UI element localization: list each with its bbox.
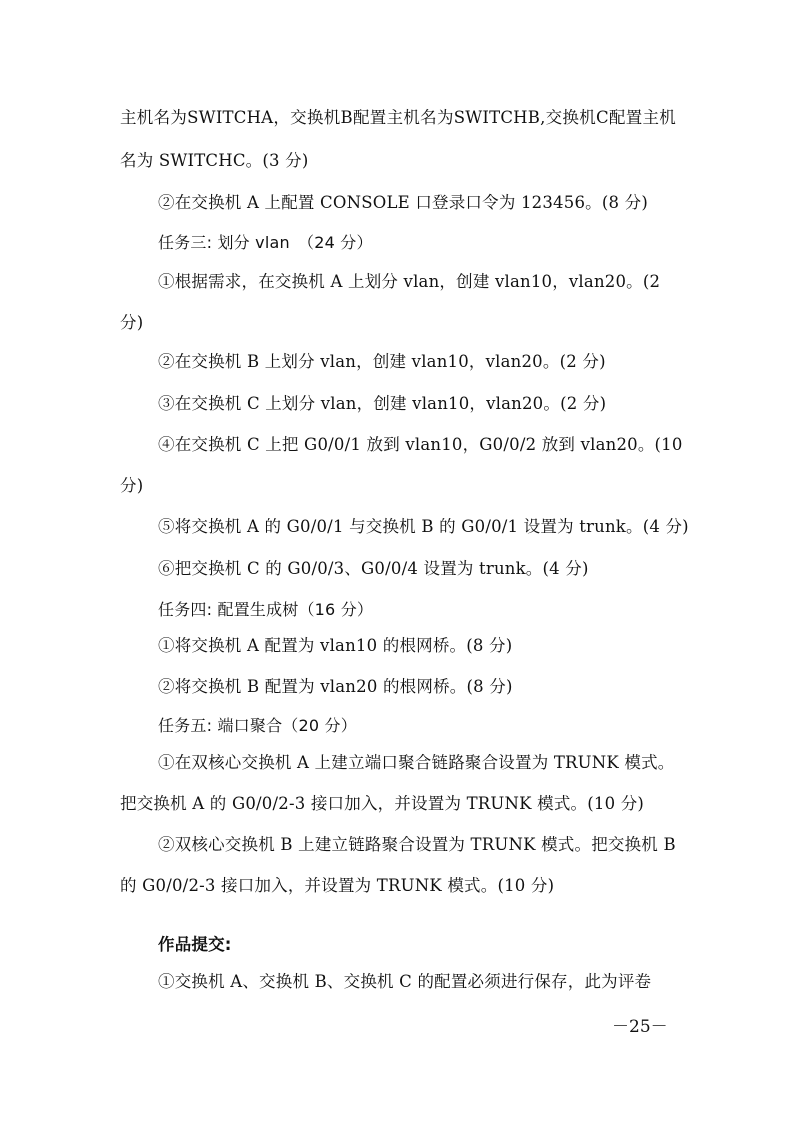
text-line-console-password: ②在交换机 A 上配置 CONSOLE 口登录口令为 123456。(8 分) bbox=[158, 193, 648, 212]
text-line-vlan-c: ③在交换机 C 上划分 vlan，创建 vlan10，vlan20。(2 分) bbox=[158, 394, 607, 413]
text-line-aggregation-a-cont: 把交换机 A 的 G0/0/2-3 接口加入，并设置为 TRUNK 模式。(10 分) bbox=[120, 794, 645, 813]
text-line-vlan-a: ①根据需求，在交换机 A 上划分 vlan，创建 vlan10，vlan20。(2 bbox=[158, 272, 661, 291]
text-line-trunk-ab: ⑤将交换机 A 的 G0/0/1 与交换机 B 的 G0/0/1 设置为 trunk。(4 分) bbox=[158, 517, 689, 536]
text-line-root-b: ②将交换机 B 配置为 vlan20 的根网桥。(8 分) bbox=[158, 677, 513, 696]
text-line-aggregation-b-cont: 的 G0/0/2-3 接口加入，并设置为 TRUNK 模式。(10 分) bbox=[120, 876, 555, 895]
task-four-heading: 任务四: 配置生成树（16 分） bbox=[158, 600, 374, 619]
text-line-switchc: 名为 SWITCHC。(3 分) bbox=[120, 151, 309, 170]
submission-heading: 作品提交: bbox=[158, 935, 232, 954]
text-line-trunk-c: ⑥把交换机 C 的 G0/0/3、G0/0/4 设置为 trunk。(4 分) bbox=[158, 559, 589, 578]
text-line-root-a: ①将交换机 A 配置为 vlan10 的根网桥。(8 分) bbox=[158, 636, 513, 655]
text-line-ports-c: ④在交换机 C 上把 G0/0/1 放到 vlan10，G0/0/2 放到 vlan20。(10 bbox=[158, 435, 683, 454]
text-line-vlan-a-cont: 分) bbox=[120, 313, 144, 332]
text-line-ports-c-cont: 分) bbox=[120, 476, 144, 495]
text-line-aggregation-b: ②双核心交换机 B 上建立链路聚合设置为 TRUNK 模式。把交换机 B bbox=[158, 835, 676, 854]
text-line-switcha: 主机名为SWITCHA，交换机B配置主机名为SWITCHB,交换机C配置主机 bbox=[120, 108, 676, 127]
page-number: －25－ bbox=[612, 1017, 668, 1037]
task-three-heading: 任务三: 划分 vlan （24 分） bbox=[158, 233, 373, 252]
task-five-heading: 任务五: 端口聚合（20 分） bbox=[158, 716, 357, 735]
text-line-submission: ①交换机 A、交换机 B、交换机 C 的配置必须进行保存，此为评卷 bbox=[158, 972, 652, 991]
text-line-aggregation-a: ①在双核心交换机 A 上建立端口聚合链路聚合设置为 TRUNK 模式。 bbox=[158, 753, 675, 772]
text-line-vlan-b: ②在交换机 B 上划分 vlan，创建 vlan10，vlan20。(2 分) bbox=[158, 352, 606, 371]
